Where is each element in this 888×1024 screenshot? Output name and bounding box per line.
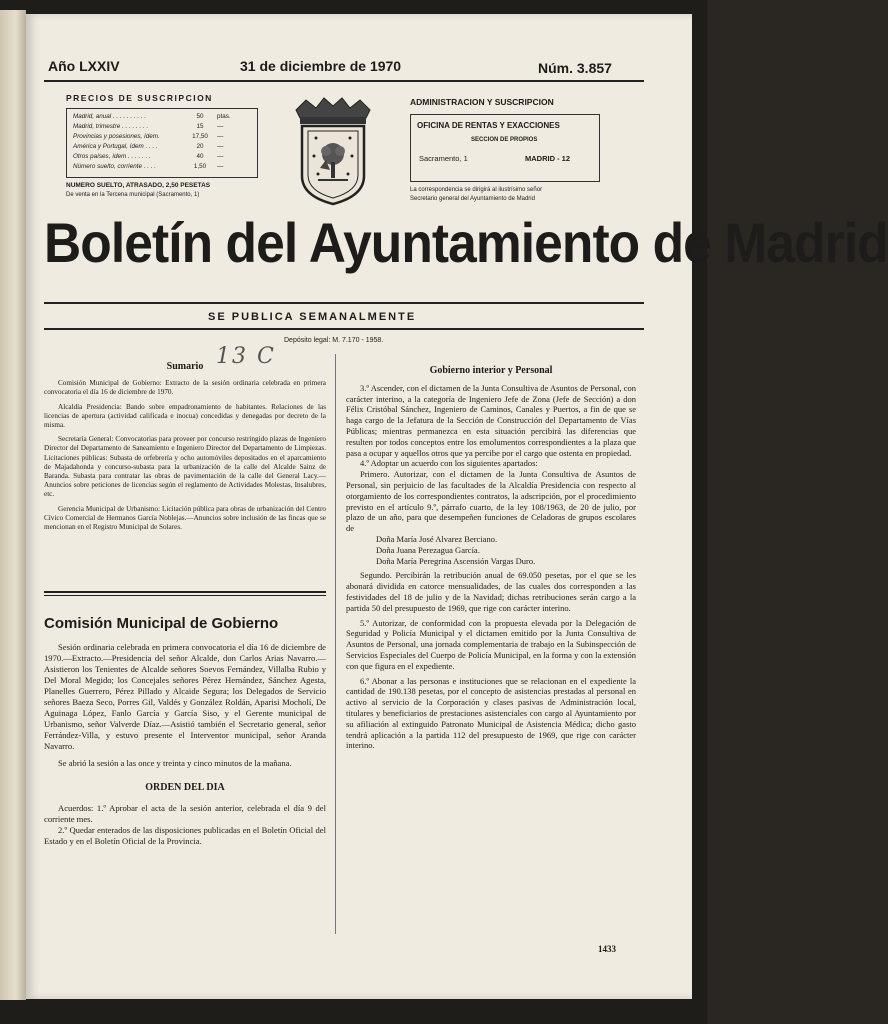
price-row bbox=[73, 152, 251, 162]
masthead-rule-top bbox=[44, 302, 644, 304]
orden-del-dia-title: ORDEN DEL DIA bbox=[145, 781, 225, 793]
masthead-title: Boletín del Ayuntamiento de Madrid bbox=[44, 211, 888, 274]
sumario-item-secretaria: Secretaría General: Convocatorias para proveer por concurso restringido plazas de Ingeniero Director del Departamento de Saneamiento e Ingeniero Director del Departamento de Limpiezas. Licitaciones públicas: Subasta de orfebrería y ocho automóviles depositados en el aparcamiento de Majadahonda y concurso-subasta para la urbanización de la calle del Alcalde Sainz de Baranda. Subasta para contratar las obras de pavimentación de la calle del General Lacy.—Anuncios sobre peticiones de licencias según el reglamento de Actividades Molestas, Insalubres, etc. bbox=[44, 435, 326, 499]
admin-section: SECCION DE PROPIOS bbox=[471, 137, 538, 143]
year-label: Año LXXIV bbox=[48, 58, 120, 74]
admin-note-2: Secretario general del Ayuntamiento de Madrid bbox=[410, 196, 535, 202]
gobierno-item-6: 6.º Abonar a las personas e instituciones que se relacionan en el expediente la cantidad de 190.138 pesetas, por el concepto de asistencias prestadas al personal en activo al servicio de la Corporación y clases pasivas de Administración local, titulares y beneficiarios de prestaciones asistenciales con cargo al Ayuntamiento por su afiliación al extinguido Patronato Municipal de Asistencia Médica; dicho gasto tendrá aplicación a la partida 112 del presupuesto de 1969, que rige con carácter interino. bbox=[346, 675, 636, 751]
price-unit: ptas. bbox=[217, 113, 231, 120]
price-label: Madrid, trimestre . . . . . . . . bbox=[73, 123, 149, 130]
newspaper-page bbox=[26, 14, 888, 999]
gobierno-section bbox=[346, 366, 636, 751]
sumario-rule-2 bbox=[44, 595, 326, 596]
gobierno-title: Gobierno interior y Personal bbox=[429, 365, 553, 376]
price-value: 50 bbox=[196, 113, 204, 120]
price-value: 1,50 bbox=[193, 163, 207, 170]
price-unit: — bbox=[217, 143, 224, 150]
handwritten-annotation: 13 C bbox=[216, 344, 276, 369]
facing-page-edge bbox=[0, 10, 26, 1000]
gobierno-item-4: 4.º Adoptar un acuerdo con los siguientes apartados: bbox=[360, 458, 538, 469]
price-label: América y Portugal, ídem . . . . bbox=[73, 143, 158, 150]
price-row bbox=[73, 142, 251, 152]
price-label: Provincias y posesiones, ídem. bbox=[73, 133, 160, 140]
celadora-name-3: Doña María Peregrina Ascensión Vargas Duro. bbox=[376, 555, 536, 566]
sumario-item-urbanismo: Gerencia Municipal de Urbanismo: Licitación pública para obras de urbanización del Centro Cívico Comercial de Hermanos García Noblejas.—Anuncios sobre inclusión de las fincas que se mencionan en el Registro Municipal de Solares. bbox=[44, 504, 326, 532]
admin-note-1: La correspondencia se dirigirá al ilustrísimo señor bbox=[410, 187, 543, 193]
legal-deposit: Depósito legal: M. 7.170 - 1958. bbox=[284, 337, 384, 344]
price-value: 40 bbox=[196, 153, 204, 160]
price-row bbox=[73, 122, 251, 132]
celadora-name-2: Doña Juana Perezagua García. bbox=[376, 544, 480, 555]
issue-date: 31 de diciembre de 1970 bbox=[240, 58, 402, 74]
sumario-title: Sumario bbox=[166, 361, 204, 372]
page-number: 1433 bbox=[598, 944, 616, 954]
price-label: Número suelto, corriente . . . . bbox=[73, 163, 156, 170]
masthead-rule-bottom bbox=[44, 328, 644, 330]
price-row bbox=[73, 162, 251, 172]
price-value: 15 bbox=[196, 123, 204, 130]
price-value: 17,50 bbox=[192, 133, 208, 140]
admin-title: ADMINISTRACION Y SUSCRIPCION bbox=[410, 97, 554, 107]
acuerdo-1: Acuerdos: 1.º Aprobar el acta de la sesión anterior, celebrada el día 9 del corriente mes. bbox=[44, 803, 326, 825]
price-row bbox=[73, 132, 251, 142]
header-rule bbox=[44, 80, 644, 82]
price-unit: — bbox=[217, 153, 224, 160]
prices-title: PRECIOS DE SUSCRIPCION bbox=[66, 93, 213, 103]
sumario-item-alcaldia: Alcaldía Presidencia: Bando sobre empadronamiento de habitantes. Relaciones de las licencias de apertura (actividad calificada e inocua) concedidas y denegadas por decreto de la misma. bbox=[44, 402, 326, 430]
issue-number: Núm. 3.857 bbox=[538, 60, 612, 76]
admin-city: MADRID - 12 bbox=[525, 154, 571, 163]
gobierno-segundo: Segundo. Percibirán la retribución anual de 69.050 pesetas, por el que se les abonará dividida en catorce mensualidades, de las cuales dos corresponden a las festividades del 18 de julio y de la Navidad; dichas retribuciones serán cargo a la partida 50 del presupuesto de 1969, que rige con carácter interino. bbox=[346, 570, 636, 613]
gobierno-item-5: 5.º Autorizar, de conformidad con la propuesta elevada por la Delegación de Seguridad y Policía Municipal y el dictamen emitido por la Junta Consultiva de Asuntos de Personal, una jornada complementaria de trabajo en la Subinspección de Servicios Especiales del Cuerpo de Policía Municipal, en la forma y con la extensión con que figura en el expediente. bbox=[346, 617, 636, 671]
comision-section bbox=[44, 615, 326, 847]
admin-box bbox=[410, 114, 600, 182]
sumario-item-comision: Comisión Municipal de Gobierno: Extracto de la sesión ordinaria celebrada en primera convocatoria el día 16 de diciembre de 1970. bbox=[44, 379, 326, 397]
prices-box bbox=[66, 108, 258, 178]
gobierno-primero: Primero. Autorizar, con el dictamen de la Junta Consultiva de Asuntos de Personal, sin perjuicio de las facultades de la Alcaldía Presidencia con respecto al otorgamiento de los correspondientes contratos, la adscripción, por el procedimiento previsto en el artículo 9.º, párrafo cuarto, de la ley 108/1963, de 20 de julio, por plazo de un año, para que desempeñen funciones de Celadoras de grupos escolares de bbox=[346, 469, 636, 534]
admin-office: OFICINA DE RENTAS Y EXACCIONES bbox=[417, 121, 560, 130]
price-unit: — bbox=[217, 163, 224, 170]
acuerdo-2: 2.º Quedar enterados de las disposiciones publicadas en el Boletín Oficial del Estado y en el Boletín Oficial de la Provincia. bbox=[44, 825, 326, 847]
comision-opening: Se abrió la sesión a las once y treinta y cinco minutos de la mañana. bbox=[58, 758, 292, 769]
price-unit: — bbox=[217, 123, 224, 130]
prices-note-back-issue: NUMERO SUELTO, ATRASADO, 2,50 PESETAS bbox=[66, 182, 211, 189]
price-label: Otros países, ídem . . . . . . . bbox=[73, 153, 151, 160]
admin-address: Sacramento, 1 bbox=[419, 154, 468, 163]
comision-title: Comisión Municipal de Gobierno bbox=[44, 615, 279, 632]
celadora-name-1: Doña María José Alvarez Berciano. bbox=[376, 533, 498, 544]
column-divider bbox=[335, 354, 336, 934]
prices-table bbox=[67, 109, 257, 175]
price-label: Madrid, anual . . . . . . . . . . bbox=[73, 113, 147, 120]
price-unit: — bbox=[217, 133, 224, 140]
comision-intro: Sesión ordinaria celebrada en primera convocatoria el día 16 de diciembre de 1970.—Extracto.—Presidencia del señor Alcalde, don Carlos Arias Navarro.—Asistieron los Tenientes de Alcalde señores Soevos Fernández, Villalba Rubio y Del Moral Megido; los Concejales señores Pérez Hernández, Sánchez Agesta, Planelles Guerrero, Pérez Pillado y Alcaide Segura; los Delegados de Servicio señores Baeza Seco, Porres Gil, Valdés y González Roldán, Aparisi Mocholí, De Aguinaga López, Fanlo García y García Siso, y el Gerente municipal de Urbanismo, señor Valverde Díaz.—Asistió también el Secretario general, señor Ferrández-Villa, y estuvo presente el Interventor municipal, señor Aranda Navarro. bbox=[44, 641, 326, 752]
price-value: 20 bbox=[196, 143, 204, 150]
sumario-section bbox=[44, 362, 326, 532]
price-row bbox=[73, 112, 251, 122]
prices-note-sale: De venta en la Tercena municipal (Sacramento, 1) bbox=[66, 192, 200, 198]
sumario-rule-1 bbox=[44, 591, 326, 593]
madrid-coat-of-arms-icon bbox=[288, 96, 378, 208]
publication-frequency: SE PUBLICA SEMANALMENTE bbox=[208, 311, 417, 323]
gobierno-item-3: 3.º Ascender, con el dictamen de la Junta Consultiva de Asuntos de Personal, con carácter interino, a la categoría de Ingeniero Jefe de Zona (Jefe de Sección) a don Félix Cristóbal Sánchez, Ingeniero de Caminos, Canales y Puertos, a fin de que se haga cargo de la Jefatura de la Sección de Construcción del Departamento de Vías Públicas; mientras permanezca en esta situación percibirá las diferencias que resulten por todos conceptos entre los emolumentos correspondientes a la plaza que pasa a ocupar y aquellos otros que ya percibe por el cargo que ostenta en propiedad. bbox=[346, 382, 636, 458]
